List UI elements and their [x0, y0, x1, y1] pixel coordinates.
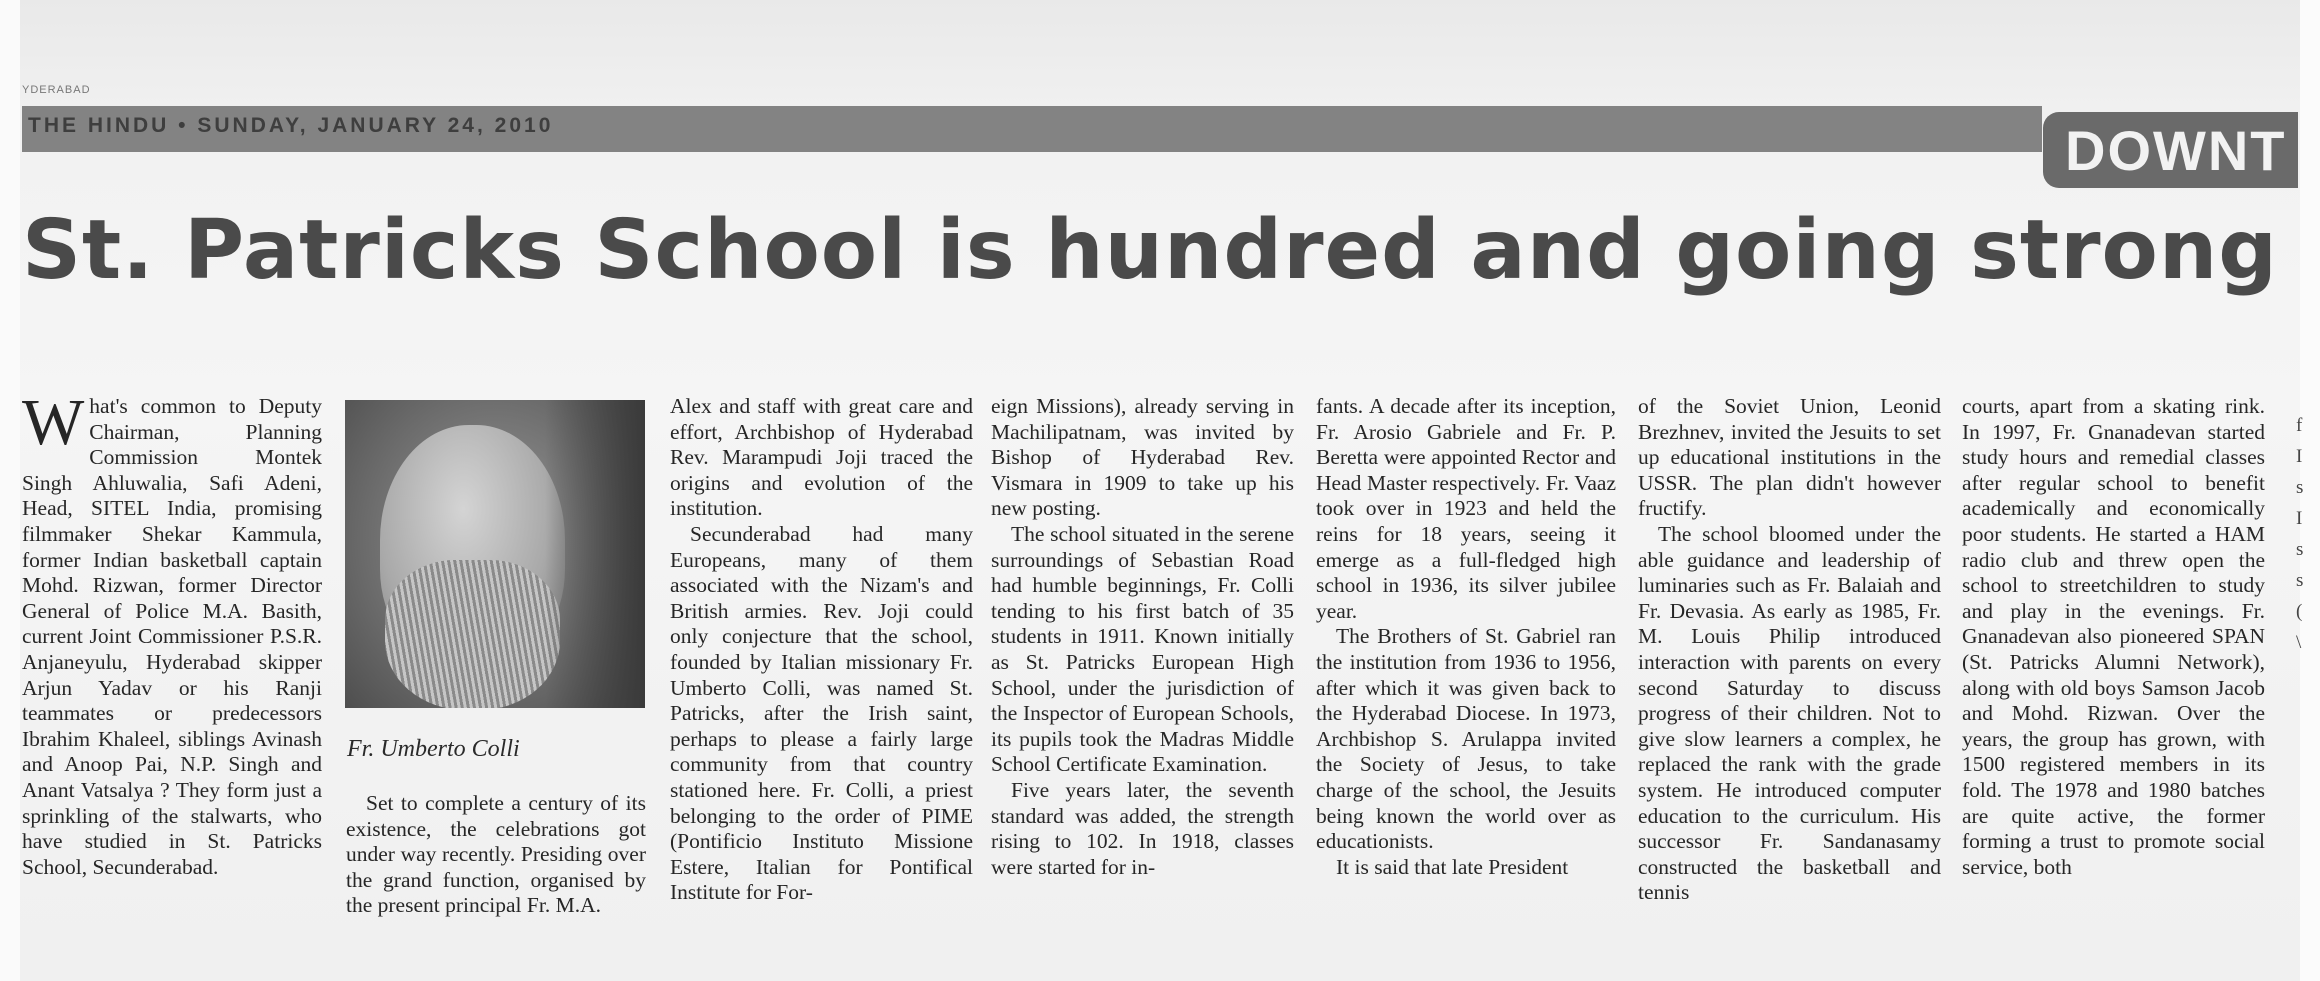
bleed-letter: s: [2296, 570, 2304, 591]
article-column-4: [991, 394, 1294, 880]
adjacent-column-bleed: [2296, 410, 2318, 658]
section-tab: [2043, 112, 2298, 188]
column-4-paragraph-1: eign Missions), already serving in Machilipatnam, was invited by Bishop of Hyderabad Rev. Vismara in 1909 to take up his new posting.: [991, 394, 1294, 521]
bleed-letter: s: [2296, 539, 2304, 560]
portrait-beard-shape: [385, 560, 560, 708]
section-label: DOWNT: [2065, 119, 2287, 182]
column-5-paragraph-2: The Brothers of St. Gabriel ran the institution from 1936 to 1956, after which it was given back to the Hyderabad Diocese. In 1973, Archbishop S. Arulappa invited the Society of Jesus, to take charge of the school, the Jesuits being known the world over as educationists.: [1316, 624, 1616, 854]
column-3-paragraph-1: Alex and staff with great care and effort, Archbishop of Hyderabad Rev. Marampudi Joji traced the origins and evolution of the institution.: [670, 394, 973, 521]
column-3-paragraph-2: Secunderabad had many Europeans, many of them associated with the Nizam's and British armies. Rev. Joji could only conjecture that the school, founded by Italian missionary Fr. Umberto Colli, was named St. Patricks, after the Irish saint, perhaps to please a fairly large community from that country stationed here. Fr. Colli, a priest belonging to the order of PIME (Pontificio Instituto Missione Estere, Italian for Pontifical Institute for For-: [670, 521, 973, 905]
article-headline: St. Patricks School is hundred and going strong: [22, 203, 2278, 298]
column-5-paragraph-3: It is said that late President: [1336, 854, 1569, 879]
portrait-photo: [345, 400, 645, 708]
article-column-1: [22, 386, 322, 880]
column-4-paragraph-3: Five years later, the seventh standard was added, the strength rising to 102. In 1918, classes were started for in-: [991, 777, 1294, 879]
column-6-paragraph-2: The school bloomed under the able guidance and leadership of luminaries such as Fr. Balaiah and Fr. Devasia. As early as 1985, Fr. M. Louis Philip introduced interaction with parents on every second Saturday to discuss progress of their children. Not to give slow learners a complex, he replaced the rank with the grade system. He introduced computer education to the curriculum. His successor Fr. Sandanasamy constructed the basketball and tennis: [1638, 521, 1941, 905]
portrait-shadow: [545, 400, 645, 708]
column-1-text: hat's common to Deputy Chairman, Planning Commission Montek Singh Ahluwalia, Safi Adeni, Head, SITEL India, promising filmmaker Shekar Kammula, former Indian basketball captain Mohd. Rizwan, former Director General of Police M.A. Basith, current Joint Commissioner P.S.R. Anjaneyulu, Hyderabad skipper Arjun Yadav or his Ranji teammates or predecessors Ibrahim Khaleel, siblings Avinash and Anoop Pai, N.P. Singh and Anant Vatsalya ? They form just a sprinkling of the stalwarts, who have studied in St. Patricks School, Secunderabad.: [22, 394, 322, 879]
article-column-7: [1962, 394, 2265, 880]
column-6-paragraph-1: of the Soviet Union, Leonid Brezhnev, invited the Jesuits to set up educational institutions in the USSR. The plan didn't however fructify.: [1638, 394, 1941, 521]
bleed-letter: f: [2296, 415, 2303, 436]
bleed-letter: I: [2296, 508, 2303, 529]
edition-tag: YDERABAD: [22, 84, 91, 96]
folio-dateline: THE HINDU • SUNDAY, JANUARY 24, 2010: [28, 114, 554, 137]
article-column-3: [670, 394, 973, 906]
column-1-paragraph: [22, 386, 322, 880]
article-column-2: [346, 791, 646, 919]
scan-margin-left: [0, 0, 20, 981]
article-column-5: [1316, 394, 1616, 880]
bleed-letter: s: [2296, 477, 2304, 498]
bleed-letter: (: [2296, 601, 2303, 622]
column-4-paragraph-2: The school situated in the serene surroundings of Sebastian Road had humble beginnings, Fr. Colli tending to his first batch of 35 students in 1911. Known initially as St. Patricks European High School, under the jurisdiction of the Inspector of European Schools, its pupils took the Madras Middle School Certificate Examination.: [991, 521, 1294, 777]
column-7-text: courts, apart from a skating rink. In 1997, Fr. Gnanadevan started study hours and remedial classes after regular school to benefit academically and economically poor students. He started a HAM radio club and threw open the school to streetchildren to study and play in the evenings. Fr. Gnanadevan also pioneered SPAN (St. Patricks Alumni Network), along with old boys Samson Jacob and Mohd. Rizwan. Over the years, the group has grown, with 1500 registered members in its fold. The 1978 and 1980 batches are quite active, the former forming a trust to promote social service, both: [1962, 394, 2265, 879]
column-5-paragraph-1: fants. A decade after its inception, Fr. Arosio Gabriele and Fr. P. Beretta were appointed Rector and Head Master respectively. Fr. Vaaz took over in 1923 and held the reins for 18 years, seeing it emerge as a full-fledged high school in 1936, its silver jubilee year.: [1316, 394, 1616, 623]
column-2-text: Set to complete a century of its existence, the celebrations got under way recently. Presiding over the grand function, organised by the present principal Fr. M.A.: [346, 791, 646, 918]
photo-caption: Fr. Umberto Colli: [347, 736, 520, 762]
bleed-letter: \: [2296, 632, 2302, 653]
article-column-6: [1638, 394, 1941, 906]
drop-cap: W: [22, 386, 85, 459]
bleed-letter: I: [2296, 446, 2303, 467]
